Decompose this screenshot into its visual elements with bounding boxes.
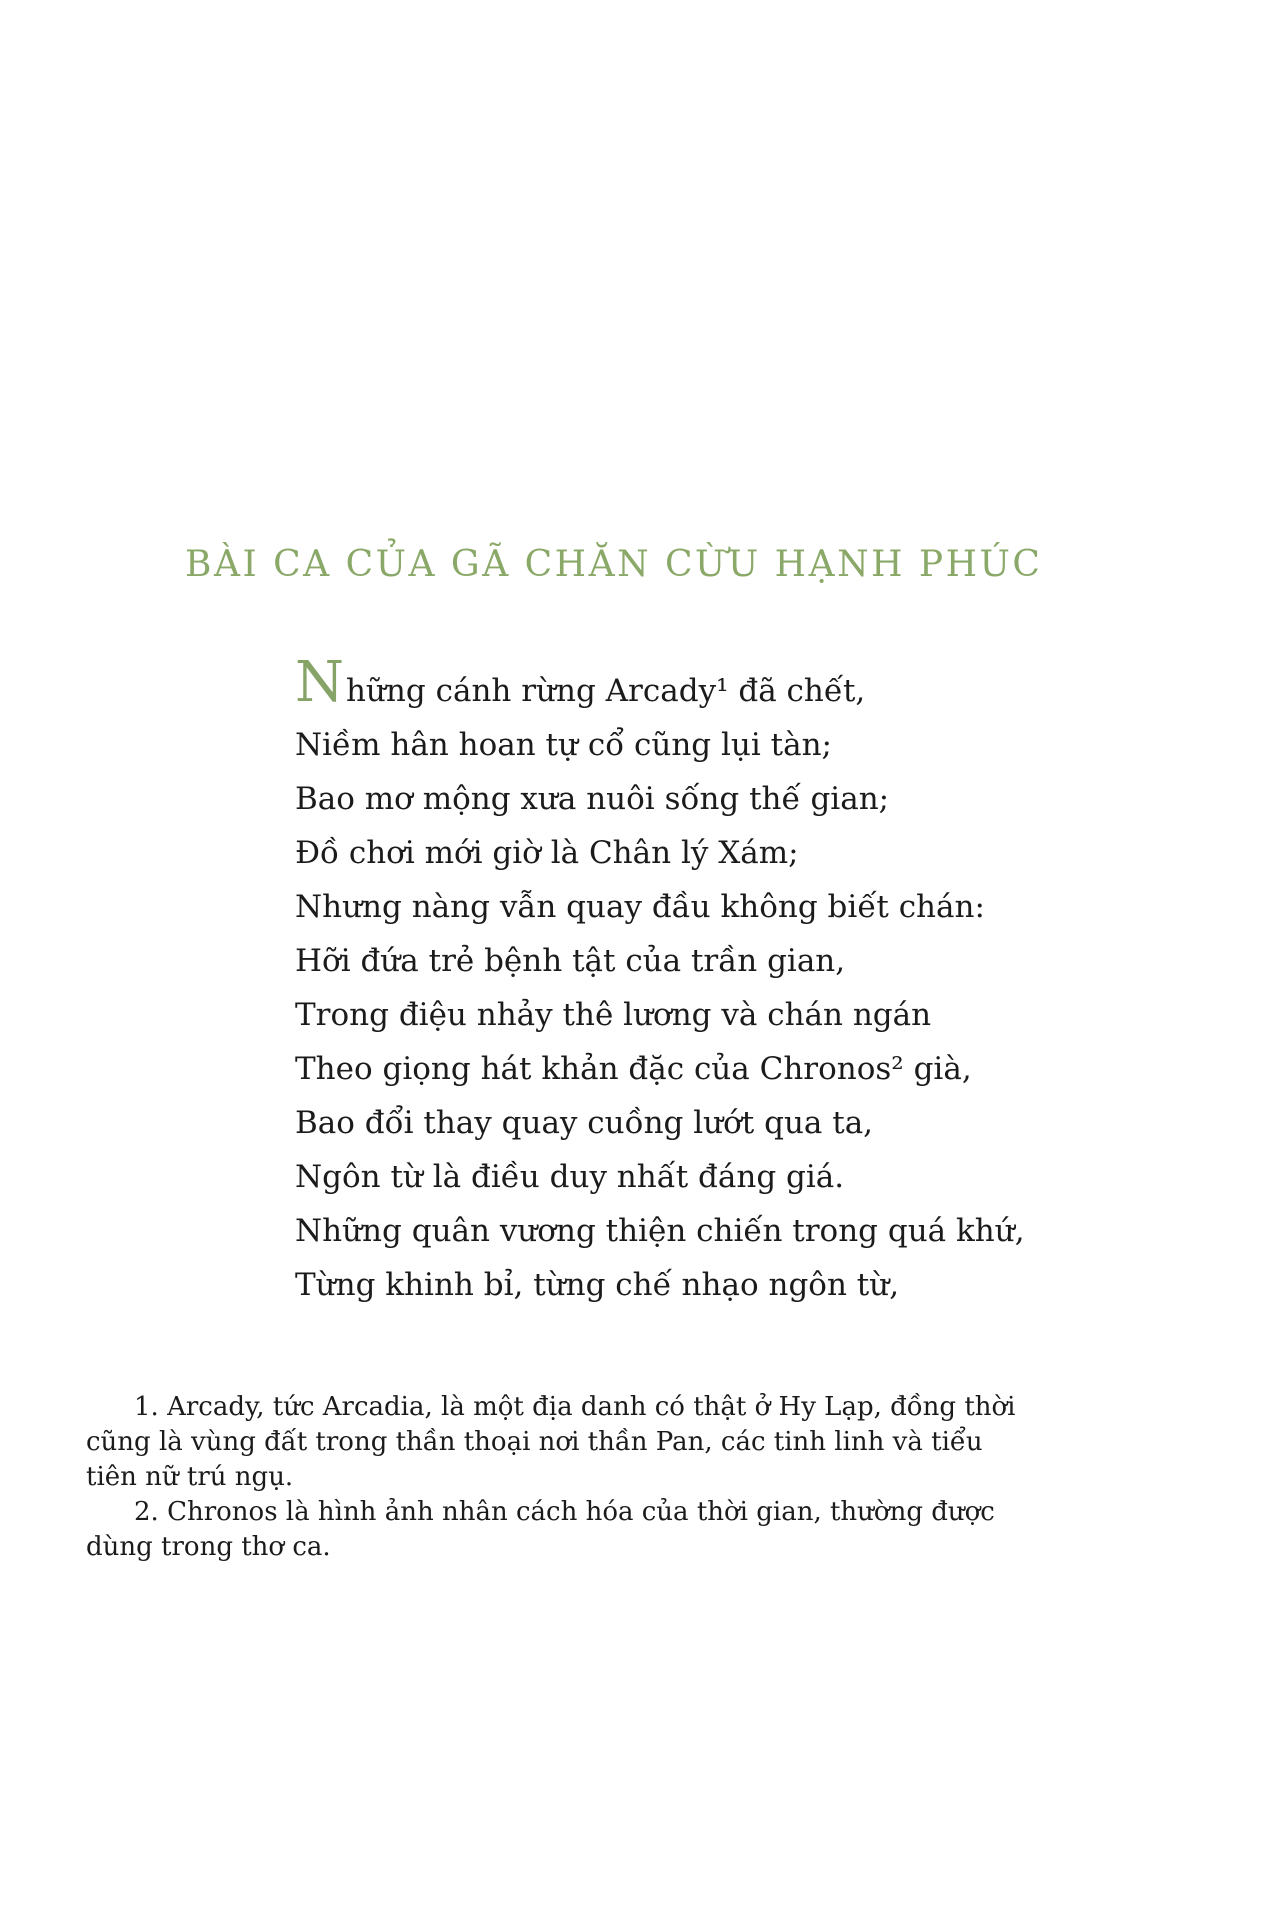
- poem-line: [295, 650, 1025, 718]
- poem-line: Niềm hân hoan tự cổ cũng lụi tàn;: [295, 727, 833, 763]
- poem-line: Những quân vương thiện chiến trong quá khứ,: [295, 1213, 1025, 1249]
- poem-line: Ngôn từ là điều duy nhất đáng giá.: [295, 1159, 845, 1195]
- poem-line-text: hững cánh rừng Arcady¹ đã chết,: [346, 673, 866, 709]
- poem-title: BÀI CA CỦA GÃ CHĂN CỪU HẠNH PHÚC: [185, 544, 1043, 585]
- footnote: 1. Arcady, tức Arcadia, là một địa danh có thật ở Hy Lạp, đồng thời cũng là vùng đất trong thần thoại nơi thần Pan, các tinh linh và tiểu tiên nữ trú ngụ.: [86, 1392, 1016, 1492]
- poem-body: [295, 650, 1025, 1312]
- drop-cap-initial: N: [295, 650, 344, 715]
- footnotes-block: [86, 1390, 1024, 1565]
- footnote: 2. Chronos là hình ảnh nhân cách hóa của thời gian, thường được dùng trong thơ ca.: [86, 1497, 995, 1562]
- poem-line: Trong điệu nhảy thê lương và chán ngán: [295, 997, 932, 1033]
- poem-line: Đồ chơi mới giờ là Chân lý Xám;: [295, 835, 799, 871]
- poem-line: Nhưng nàng vẫn quay đầu không biết chán:: [295, 889, 985, 925]
- poem-line: Bao đổi thay quay cuồng lướt qua ta,: [295, 1105, 874, 1141]
- poem-line: Theo giọng hát khản đặc của Chronos² già,: [295, 1051, 972, 1087]
- poem-line: Từng khinh bỉ, từng chế nhạo ngôn từ,: [295, 1267, 900, 1303]
- poem-line: Hỡi đứa trẻ bệnh tật của trần gian,: [295, 943, 846, 979]
- poem-line: Bao mơ mộng xưa nuôi sống thế gian;: [295, 781, 890, 817]
